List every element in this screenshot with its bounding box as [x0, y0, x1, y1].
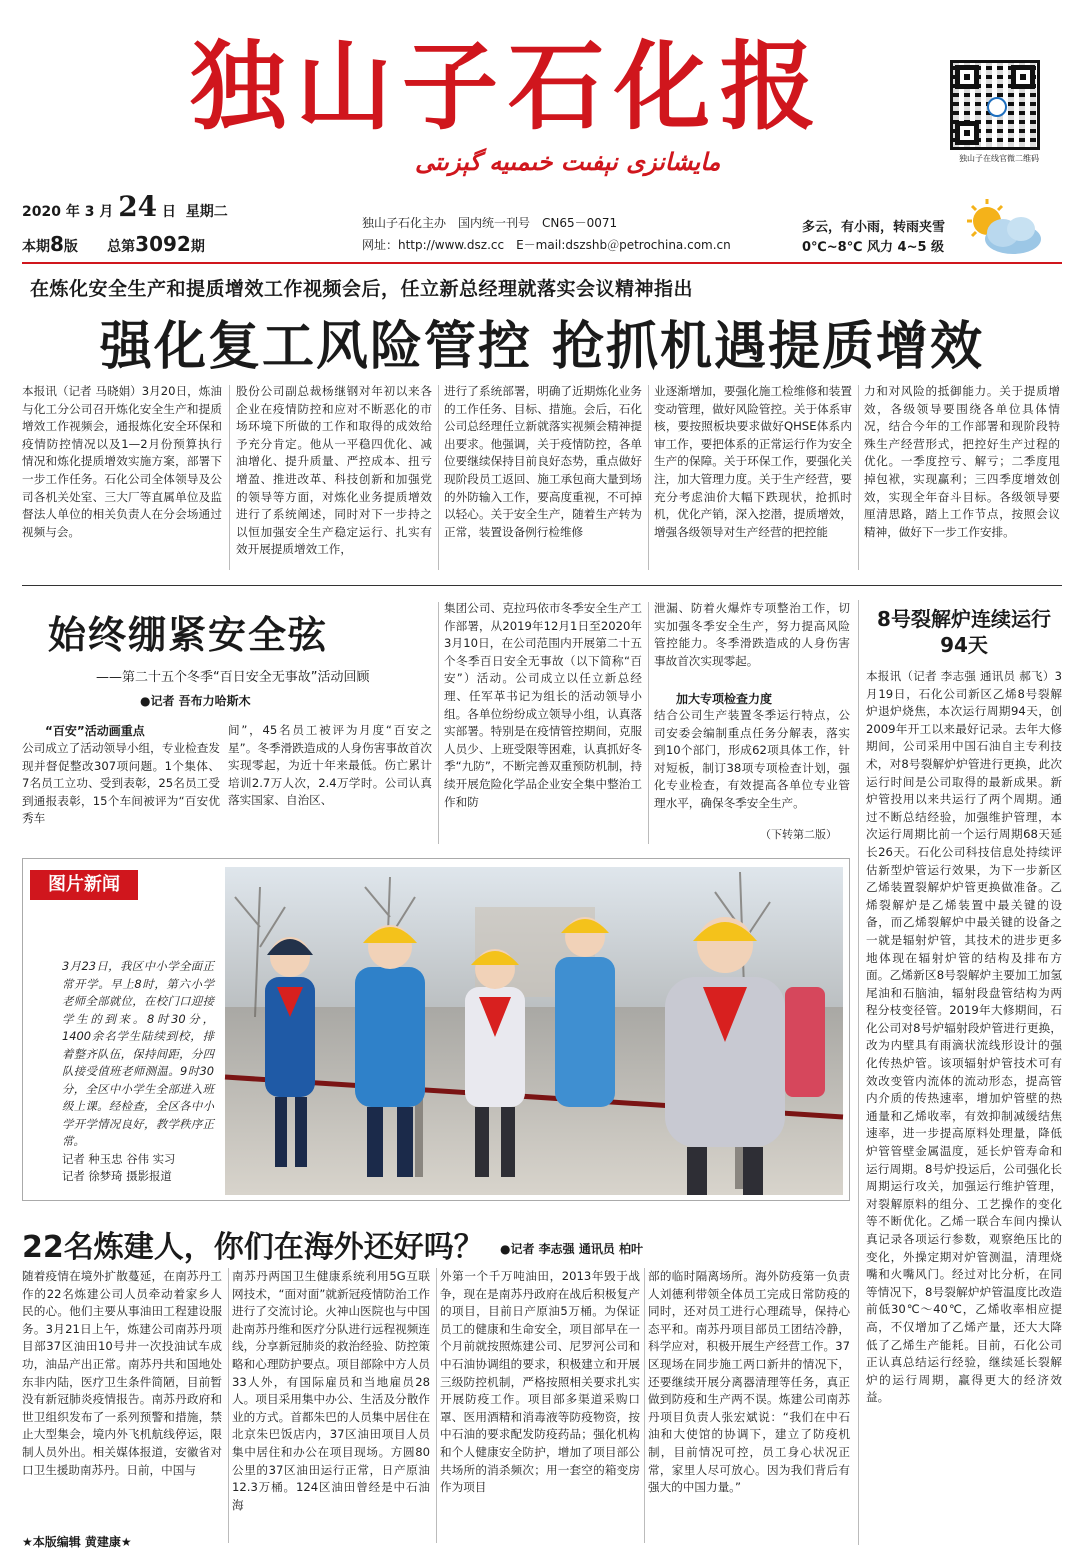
- weather-forecast: 多云，有小雨，转雨夹雪 0℃~8℃ 风力 4~5 级: [802, 220, 946, 255]
- continued-note[interactable]: （下转第二版）: [760, 828, 837, 841]
- safety-column-3: 集团公司、克拉玛依市冬季安全生产工作部署，从2019年12月1日至2020年3月10日，在公司范围内开展第二十五个冬季百日安全无事故（以下简称“百安”）活动。公司成立以任立新总经理、任军革书记为组长的活动领导小组。各单位纷纷成立领导小组，认真落实部署。特别是在疫情管控期间，克服人员少、上班受限等困难，认真抓好冬季“九防”，不断完善双重预防机制，持续开展危险化学品企业安全集中整治工作和防: [444, 601, 642, 809]
- masthead-uyghur-title: مايشانزى نېفىت خىمىيە گېزىتى: [415, 148, 721, 176]
- lead-headline[interactable]: 强化复工风险管控 抢抓机遇提质增效: [99, 317, 985, 377]
- date-day: 24: [118, 190, 158, 223]
- sidebar-title[interactable]: 8号裂解炉连续运行94天: [877, 607, 1051, 657]
- lead-column-4: 业逐渐增加，要强化施工检维修和装置变动管理，做好风险管控。关于体系审核，要按照板块要求做好QHSE体系内审工作，要把体系的正常运行作为安全生产的保障。关于环保工作，要强化关注，加大管理力度。关于生产经营，要充分考虑油价大幅下跌现状，抢抓时机，优化产销，深入挖潜，提质增效，增强各级领导对生产经营的把控能: [654, 384, 852, 539]
- overseas-column-1: 随着疫情在境外扩散蔓延，在南苏丹工作的22名炼建公司人员牵动着家乡人民的心。他们主要从事油田工程建设服务。3月21日上午，炼建公司南苏丹项目部37区油田10号井一次投油试车成功，油品产出正常。南苏丹共和国地处东非内陆，医疗卫生条件简陋，目前暂没有新冠肺炎疫情报告。南苏丹政府和世卫组织发布了一系列预警和措施，禁止大型集会，境内外飞机航线停运，限制人员外出。相关媒体报道，安徽省对口卫生援助南苏丹。日前，中国与: [22, 1269, 222, 1477]
- weekday: 星期二: [185, 204, 228, 220]
- publication-info: 独山子石化主办 国内统一刊号 CN65－0071 网址：http://www.dsz.cc E－mail:dszshb＠petrochina.com.cn: [362, 212, 731, 256]
- website-email[interactable]: 网址：http://www.dsz.cc E－mail:dszshb＠petrochina.com.cn: [362, 238, 731, 252]
- masthead-title: 独山子石化报: [190, 30, 826, 143]
- overseas-byline: ●记者 李志强 通讯员 柏叶: [500, 1242, 644, 1256]
- safety-column-4: 泄漏、防着火爆炸专项整治工作，切实加强冬季安全生产，努力提高风险管控能力。冬季滑跌造成的人身伤害事故首次实现零起。: [654, 601, 850, 668]
- header-divider: [22, 262, 1062, 264]
- dateline: 2020 年 3 月 24 日 星期二: [22, 190, 228, 223]
- lead-column-5: 力和对风险的抵御能力。关于提质增效，各级领导要围绕各单位具体情况，结合今年的工作部署和现阶段特殊生产经营形式，把控好生产过程的优化。一季度控亏、解亏；二季度甩掉包袱，实现赢利；三四季度增效创效，实现全年奋斗目标。各级领导要厘清思路，踏上工作节点，按照会议精神，做好下一步工作安排。: [864, 384, 1060, 539]
- safety-column-5: 结合公司生产装置冬季运行特点，公司安委会编制重点任务分解表，落实到10个部门，形成62项具体工作，针对短板，制订38项专项检查计划，强化专业检查，有效提高各单位专业管理水平，确保冬季安全生产。: [654, 708, 850, 810]
- safety-subhead-1: “百安”活动画重点: [45, 724, 145, 738]
- qr-code-icon[interactable]: [950, 60, 1040, 150]
- photo-caption: 3月23日，我区中小学全面正常开学。早上8时，第六小学老师全部就位，在校门口迎接学生的到来。8时30分，1400余名学生陆续到校，排着整齐队伍，保持间距，分四队接受值班老师测温。9时30分，全区中小学生全部进入班级上课。经检查，全区各中小学开学情况良好，教学秩序正常。 记者 种玉忠 谷伟 实习 记者 徐梦琦 摄影报道: [62, 959, 214, 1183]
- overseas-headline[interactable]: 22名炼建人，你们在海外还好吗？: [22, 1230, 484, 1265]
- lead-column-1: 本报讯（记者 马晓娟）3月20日，炼油与化工分公司召开炼化安全生产和提质增效工作视频会，通报炼化安全环保和疫情防控情况以及1—2月份预算执行情况和炼化提质增效实施方案，部署下一步工作任务。石化公司全体领导及公司各机关处室、三大厂等直属单位及监督法人单位的相关负责人在分会场通过视频与会。: [22, 384, 222, 539]
- safety-column-2: 间”，45名员工被评为月度“百安之星”。冬季滑跌造成的人身伤害事故首次实现零起，为近十年来最低。伤亡累计培训2.7万人次，2.4万学时。公司认真落实国家、自治区、: [228, 723, 432, 808]
- overseas-column-2: 南苏丹两国卫生健康系统利用5G互联网技术，“面对面”就新冠疫情防治工作进行了交流讨论。火神山医院也与中国赴南苏丹维和医疗分队进行远程视频连线，分享新冠肺炎的救治经验、防控策略和心理防护要点。项目部除中方人员33人外，有国际雇员和当地雇员28人。项目采用集中办公、生活及分散作业的方式。首都朱巴的人员集中居住在北京朱巴饭店内，37区油田项目人员集中居住和办公在项目现场。方圆80公里的37区油田运行正常，日产原油12.3万桶。124区油田曾经是中石油海: [232, 1269, 430, 1512]
- cloudy-sun-icon: [955, 195, 1045, 259]
- overseas-column-3: 外第一个千万吨油田，2013年毁于战争，现在是南苏丹政府在战后积极复产的项目，目前日产原油5万桶。为保证员工的健康和生命安全，项目部早在一个月前就按照炼建公司、尼罗河公司和中石油协调组的要求，积极建立和开展三级防控机制，严格按照相关要求扎实开展防疫工作。项目部多渠道采购口罩、医用酒精和消毒液等防疫物资，按中石油的要求配发防疫药品；强化机构和个人健康安全防护，增加了项目部公共场所的消杀频次；用一套空的箱变房作为项目: [440, 1269, 640, 1495]
- lead-column-3: 进行了系统部署，明确了近期炼化业务的工作任务、目标、措施。会后，石化公司总经理任立新就落实视频会精神提出要求。他强调，关于疫情防控，各单位要继续保持目前良好态势，重点做好现阶段员工返回、施工承包商大量到场的外防输入工作，要高度重视，不可掉以轻心。关于安全生产，随着生产转为正常，装置设备例行检维修: [444, 384, 642, 539]
- lead-kicker: 在炼化安全生产和提质增效工作视频会后，任立新总经理就落实会议精神指出: [30, 278, 694, 300]
- safety-byline: ●记者 吾布力哈斯木: [140, 694, 251, 708]
- safety-subtitle: ——第二十五个冬季“百日安全无事故”活动回顾: [96, 670, 370, 685]
- issue-number: 3092: [135, 232, 191, 256]
- qr-caption: 独山子在线官微二维码: [959, 154, 1039, 163]
- safety-column-1: 公司成立了活动领导小组，专业检查发现并督促整改307项问题。1个集体、7名员工立功、受到表彰，25名员工受到通报表彰，15个车间被评为“百安优秀车: [22, 741, 220, 826]
- sidebar-body: 本报讯（记者 李志强 通讯员 郝飞）3月19日，石化公司新区乙烯8号裂解炉退炉烧焦，本次运行周期94天，创2009年开工以来最好记录。去年大修期间，公司采用中国石油自主专利技术，对8号裂解炉炉管进行更换，此次运行时间是公司取得的最新成果。新炉管投用以来共运行了两个周期。通过不断总结经验，加强维护管理，本次运行周期比前一个运行周期68天延长26天。石化公司科技信息处持续评估新型炉管运行效果，为下一步新区乙烯装置裂解炉炉管更换做准备。乙烯裂解炉是乙烯装置中最关键的设备，而乙烯裂解炉中最关键的设备之一就是辐射炉管，其技术的进步更多地体现在辐射炉管的结构及排布方面。乙烯新区8号裂解炉主要加工加氢尾油和石脑油，辐射段盘管结构为两程分枝变径管。2019年大修期间，石化公司对8号炉辐射段炉管进行更换，改为内壁具有雨滴状流线形设计的强化传热炉管。该项辐射炉管技术可有效改变管内流体的流动形态，提高管内介质的传热速率，增加炉管壁的热通量和乙烯收率，有效抑制减缓结焦速率，进一步提高原料处理量，降低炉管管壁金属温度，延长炉管寿命和运行周期。8号炉投运后，公司强化长周期运行攻关，加强运行维护管理，对裂解原料的组分、工艺操作的变化等不断优化。乙烯一联合车间内操认真记录各项运行参数，观察绝压比的变化，外操定期对炉管测温，清理烧嘴和火嘴风门。经过对比分析，在同等情况下，8号裂解炉炉管温度比改造前低30℃～40℃，乙烯收率相应提高，不仅增加了乙烯产量，还大大降低了乙烯生产能耗。目前，石化公司正认真总结运行经验，继续延长裂解炉的运行周期，赢得更大的经济效益。: [866, 669, 1062, 1405]
- photo-news-label: 图片新闻: [30, 870, 138, 900]
- safety-subhead-2: 加大专项检查力度: [676, 692, 773, 706]
- lead-column-2: 股份公司副总裁杨继钢对年初以来各企业在疫情防控和应对不断恶化的市场环境下所做的工作和取得的成效给予充分肯定。他从一平稳四优化、减油增化、提升质量、严控成本、扭亏增盈、推进改革、科技创新和加强党的领导等方面，对炼化业务提质增效进行了系统阐述，同时对下一步持之以恒加强安全生产稳定运行、扎实有效开展提质增效工作，: [236, 384, 432, 557]
- overseas-column-4: 部的临时隔离场所。海外防疫第一负责人刘德利带领全体员工完成日常防疫的同时，还对员工进行心理疏导，保持心态平和。南苏丹项目部员工团结冷静，科学应对，积极开展生产经营工作。37区现场在同步施工两口新井的情况下，还要继续开展分离器清理等任务，真正做到防疫和生产两不误。炼建公司南苏丹项目负责人张宏斌说：“我们在中石油和大使馆的协调下，建立了防疫机制，目前情况可控，员工身心状况正常，家里人尽可放心。因为我们背后有强大的中国力量。”: [648, 1269, 850, 1495]
- students-photo[interactable]: [225, 867, 843, 1195]
- editor-credit: ★本版编辑 黄建康★: [22, 1535, 132, 1549]
- safety-title[interactable]: 始终绷紧安全弦: [48, 612, 329, 657]
- edition-info: 本期8版 总第3092期: [22, 232, 205, 256]
